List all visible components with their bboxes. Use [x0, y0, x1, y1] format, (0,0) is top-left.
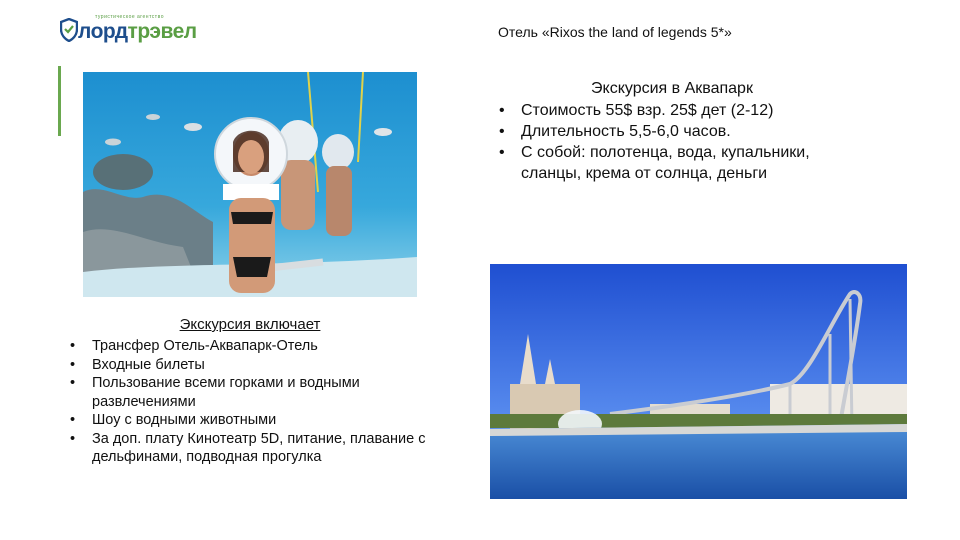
list-item: • Стоимость 55$ взр. 25$ дет (2-12) [499, 100, 859, 121]
aquapark-photo [490, 264, 907, 499]
accent-bar [58, 66, 61, 136]
list-item: • Шоу с водными животными [70, 411, 430, 430]
underwater-scene-image [83, 72, 417, 297]
underwater-helmet-walk-photo [83, 72, 417, 297]
logo-name-part2: трэвел [127, 20, 197, 43]
list-item: • С собой: полотенца, вода, купальники, сланцы, крема от солнца, деньги [499, 142, 859, 184]
shield-logo-icon [60, 18, 78, 42]
list-item: • Трансфер Отель-Аквапарк-Отель [70, 337, 430, 356]
hotel-title: Отель «Rixos the land of legends 5*» [498, 24, 732, 40]
aquapark-scene-image [490, 264, 907, 499]
aquapark-details-list [499, 100, 859, 184]
logo-tagline: туристическое агентство [95, 14, 164, 20]
includes-heading: Экскурсия включает [179, 316, 321, 333]
aquapark-heading: Экскурсия в Аквапарк [591, 80, 753, 97]
list-item: • Входные билеты [70, 356, 430, 375]
includes-list [70, 337, 430, 467]
list-item: • Длительность 5,5-6,0 часов. [499, 121, 859, 142]
logo-name-part1: лорд [78, 20, 128, 43]
logo-wordmark [78, 20, 197, 44]
list-item: • За доп. плату Кинотеатр 5D, питание, плавание с дельфинами, подводная прогулка [70, 430, 430, 467]
list-item: • Пользование всеми горками и водными развлечениями [70, 374, 430, 411]
